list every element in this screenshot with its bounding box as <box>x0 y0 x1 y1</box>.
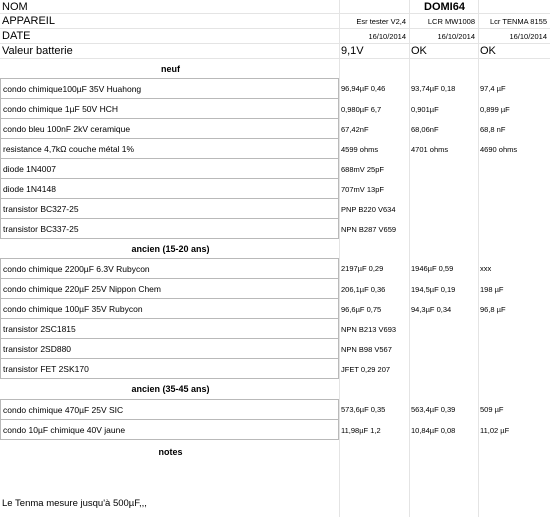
batterie-2: OK <box>411 45 427 57</box>
component-label: condo chimique100µF 35V Huahong <box>0 78 339 99</box>
tenma-value <box>478 199 550 219</box>
component-label: condo 10µF chimique 40V jaune <box>0 420 339 440</box>
tenma-value: 0,899 µF <box>480 104 510 114</box>
table-row <box>0 78 550 99</box>
appareil-row <box>0 14 550 28</box>
component-label: condo chimique 2200µF 6.3V Rubycon <box>0 258 339 279</box>
batterie-1: 9,1V <box>341 45 364 57</box>
tenma-value: 96,8 µF <box>480 304 506 314</box>
nom-row <box>0 0 550 13</box>
tenma-value: 97,4 µF <box>480 84 506 93</box>
appareil-label: APPAREIL <box>2 15 55 27</box>
component-label: transistor 2SC1815 <box>0 319 339 339</box>
date-1: 16/10/2014 <box>368 31 406 41</box>
table-row <box>0 139 550 159</box>
section-title: ancien (35-45 ans) <box>131 384 210 394</box>
component-label: condo bleu 100nF 2kV ceramique <box>0 119 339 139</box>
date-2: 16/10/2014 <box>437 31 475 41</box>
lcr-value: 68,06nF <box>411 124 439 134</box>
component-label: condo chimique 220µF 25V Nippon Chem <box>0 279 339 299</box>
nom-value: DOMI64 <box>424 0 465 13</box>
component-label: resistance 4,7kΩ couche métal 1% <box>0 139 339 159</box>
esr-value: 688mV 25pF <box>341 164 384 174</box>
table-row <box>0 159 550 179</box>
lcr-value <box>409 159 478 179</box>
table-row <box>0 119 550 139</box>
lcr-value: 4701 ohms <box>411 144 449 154</box>
section-title: ancien (15-20 ans) <box>131 243 210 254</box>
esr-value: NPN B287 V659 <box>341 224 397 234</box>
esr-value: 11,98µF 1,2 <box>341 425 381 435</box>
component-label: condo chimique 470µF 25V SIC <box>0 399 339 420</box>
esr-value: 206,1µF 0,36 <box>341 284 386 294</box>
batterie-label: Valeur batterie <box>2 45 73 57</box>
component-label: condo chimique 1µF 50V HCH <box>0 99 339 119</box>
component-label: transistor FET 2SK170 <box>0 359 339 379</box>
section-header-neuf <box>0 59 550 78</box>
date-3: 16/10/2014 <box>509 31 547 41</box>
batterie-3: OK <box>480 45 496 57</box>
table-row <box>0 399 550 420</box>
esr-value: PNP B220 V634 <box>341 204 396 214</box>
date-label: DATE <box>2 30 31 42</box>
lcr-value <box>409 339 478 359</box>
lcr-value: 194,5µF 0,19 <box>411 284 456 294</box>
batterie-row <box>0 44 550 58</box>
lcr-value <box>409 319 478 339</box>
tenma-value <box>478 319 550 339</box>
notes-title: notes <box>158 447 183 457</box>
table-row <box>0 339 550 359</box>
tenma-value: 11,02 µF <box>480 425 510 435</box>
table-row <box>0 420 550 440</box>
esr-value: 707mV 13pF <box>341 184 384 194</box>
esr-value: 2197µF 0,29 <box>341 264 384 273</box>
component-label: condo chimique 100µF 35V Rubycon <box>0 299 339 319</box>
tenma-value <box>478 159 550 179</box>
lcr-value: 1946µF 0,59 <box>411 264 454 273</box>
esr-value: NPN B213 V693 <box>341 324 397 334</box>
notes-header <box>0 443 550 461</box>
esr-value: 67,42nF <box>341 124 369 134</box>
section-header-ancien-15-20 <box>0 239 550 258</box>
esr-value: 573,6µF 0,35 <box>341 405 386 414</box>
note-text: Le Tenma mesure jusqu'à 500µF,,, <box>2 498 147 509</box>
tenma-value <box>478 339 550 359</box>
lcr-value <box>409 219 478 239</box>
lcr-value: 0,901µF <box>411 104 439 114</box>
tenma-value: 198 µF <box>480 284 504 294</box>
esr-value: 4599 ohms <box>341 144 379 154</box>
lcr-value: 10,84µF 0,08 <box>411 425 456 435</box>
lcr-value: 563,4µF 0,39 <box>411 405 456 414</box>
lcr-value <box>409 179 478 199</box>
esr-value: 0,980µF 6,7 <box>341 104 382 114</box>
esr-value: JFET 0,29 207 <box>341 364 391 374</box>
tenma-value: 68,8 nF <box>480 124 506 134</box>
table-row <box>0 199 550 219</box>
lcr-value: 93,74µF 0,18 <box>411 84 456 93</box>
esr-value: 96,94µF 0,46 <box>341 84 386 93</box>
section-title: neuf <box>161 63 180 74</box>
appareil-2: LCR MW1008 <box>427 16 475 26</box>
table-row <box>0 258 550 279</box>
component-label: diode 1N4148 <box>0 179 339 199</box>
appareil-3: Lcr TENMA 8155 <box>490 16 547 26</box>
tenma-value <box>478 179 550 199</box>
component-label: transistor BC337-25 <box>0 219 339 239</box>
tenma-value: xxx <box>480 264 492 273</box>
lcr-value <box>409 359 478 379</box>
lcr-value <box>409 199 478 219</box>
section-header-ancien-35-45 <box>0 379 550 399</box>
table-row <box>0 279 550 299</box>
tenma-value: 509 µF <box>480 405 504 414</box>
date-row <box>0 29 550 43</box>
table-row <box>0 319 550 339</box>
component-label: transistor 2SD880 <box>0 339 339 359</box>
esr-value: NPN B98 V567 <box>341 344 392 354</box>
table-row <box>0 219 550 239</box>
tenma-value <box>478 359 550 379</box>
tenma-value: 4690 ohms <box>480 144 518 154</box>
table-row <box>0 299 550 319</box>
component-label: transistor BC327-25 <box>0 199 339 219</box>
table-row <box>0 99 550 119</box>
lcr-value: 94,3µF 0,34 <box>411 304 452 314</box>
tenma-value <box>478 219 550 239</box>
table-row <box>0 179 550 199</box>
table-row <box>0 359 550 379</box>
component-label: diode 1N4007 <box>0 159 339 179</box>
esr-value: 96,6µF 0,75 <box>341 304 382 314</box>
appareil-1: Esr tester V2,4 <box>356 16 406 26</box>
nom-label: NOM <box>2 0 28 13</box>
